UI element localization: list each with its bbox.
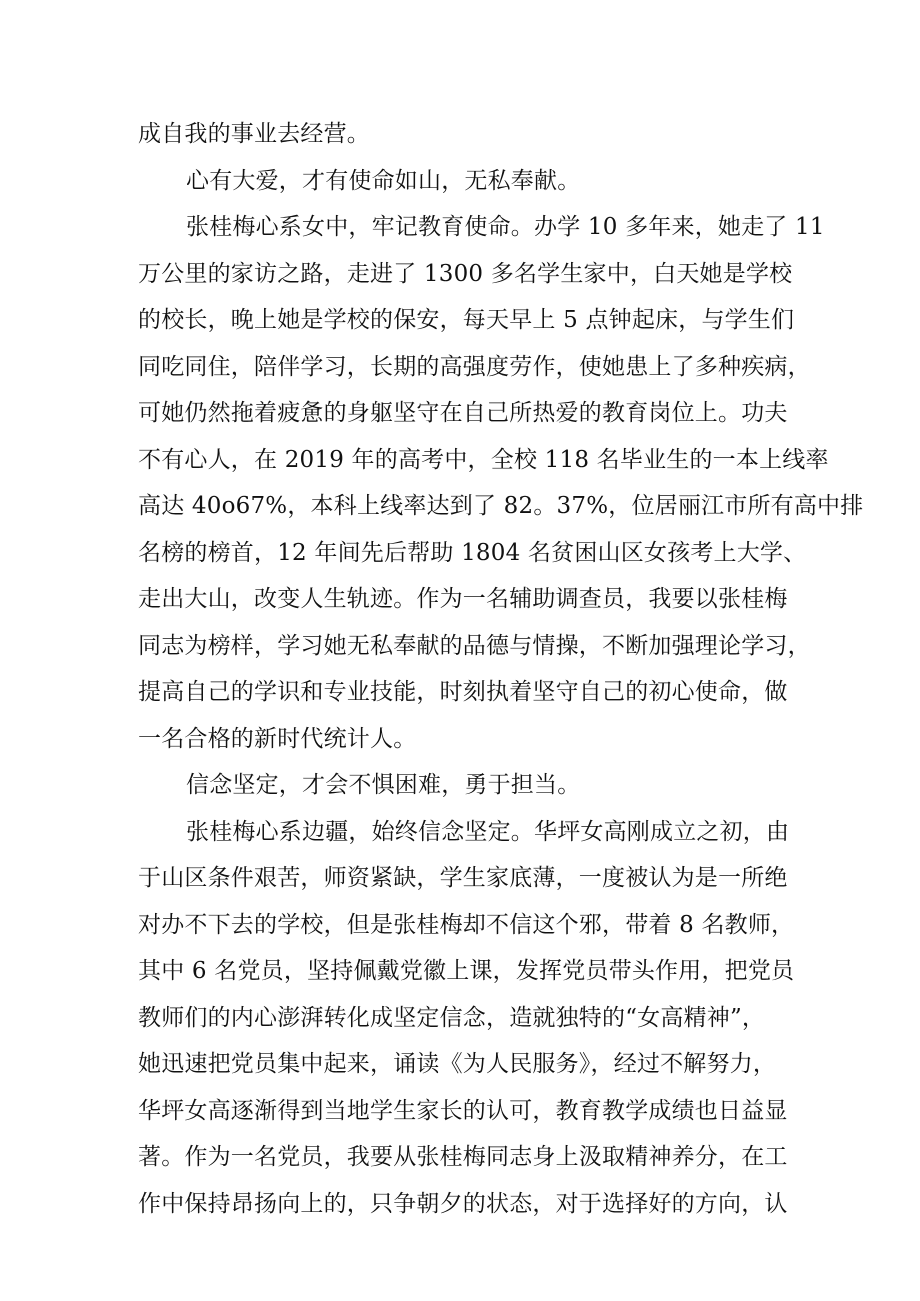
paragraph-heading-belief — [138, 762, 798, 809]
text-line: 作中保持昂扬向上的，只争朝夕的状态，对于选择好的方向，认 — [138, 1190, 788, 1217]
text-line: 万公里的家访之路，走进了 1300 多名学生家中，白天她是学校 — [138, 260, 793, 287]
text-line: 不有心人，在 2019 年的高考中，全校 118 名毕业生的一本上线率 — [138, 446, 829, 473]
text-line: 其中 6 名党员，坚持佩戴党徽上课，发挥党员带头作用，把党员 — [138, 958, 795, 984]
text-line: 对办不下去的学校，但是张桂梅却不信这个邪，带着 8 名教师， — [138, 911, 795, 938]
paragraph-mission — [138, 204, 864, 762]
paragraph-heading-love — [138, 158, 798, 205]
text-line: 一名合格的新时代统计人。 — [138, 725, 417, 752]
text-line: 于山区条件艰苦，师资紧缺，学生家底薄，一度被认为是一所绝 — [138, 865, 788, 891]
paragraph-frontier — [138, 809, 798, 1228]
text-line: 成自我的事业去经营。 — [138, 121, 370, 147]
document-body — [138, 111, 864, 1227]
text-line: 教师们的内心澎湃转化成坚定信念，造就独特的“女高精神”， — [138, 1004, 766, 1031]
text-line: 的校长，晚上她是学校的保安，每天早上 5 点钟起床，与学生们 — [138, 307, 795, 333]
text-line: 信念坚定，才会不惧困难，勇于担当。 — [186, 772, 581, 798]
text-line: 可她仍然拖着疲惫的身躯坚守在自己所热爱的教育岗位上。功夫 — [138, 400, 788, 426]
text-line: 张桂梅心系女中，牢记教育使命。办学 10 多年来，她走了 11 — [186, 214, 825, 240]
text-line: 同志为榜样，学习她无私奉献的品德与情操，不断加强理论学习， — [138, 632, 811, 659]
text-line: 心有大爱，才有使命如山，无私奉献。 — [186, 167, 581, 194]
text-line: 提高自己的学识和专业技能，时刻执着坚守自己的初心使命，做 — [138, 679, 788, 705]
text-line: 张桂梅心系边疆，始终信念坚定。华坪女高刚成立之初，由 — [186, 818, 790, 845]
text-line: 她迅速把党员集中起来，诵读《为人民服务》，经过不解努力， — [138, 1051, 777, 1077]
text-line: 同吃同住，陪伴学习，长期的高强度劳作，使她患上了多种疾病， — [138, 353, 811, 380]
text-line: 高达 40o67%，本科上线率达到了 82。37%，位居丽江市所有高中排 — [138, 493, 864, 519]
text-line: 华坪女高逐渐得到当地学生家长的认可，教育教学成绩也日益显 — [138, 1097, 788, 1124]
text-line: 走出大山，改变人生轨迹。作为一名辅助调查员，我要以张桂梅 — [138, 586, 788, 612]
text-line: 名榜的榜首，12 年间先后帮助 1804 名贫困山区女孩考上大学、 — [138, 539, 807, 566]
text-line: 著。作为一名党员，我要从张桂梅同志身上汲取精神养分，在工 — [138, 1144, 788, 1170]
paragraph-continuation — [138, 111, 798, 158]
